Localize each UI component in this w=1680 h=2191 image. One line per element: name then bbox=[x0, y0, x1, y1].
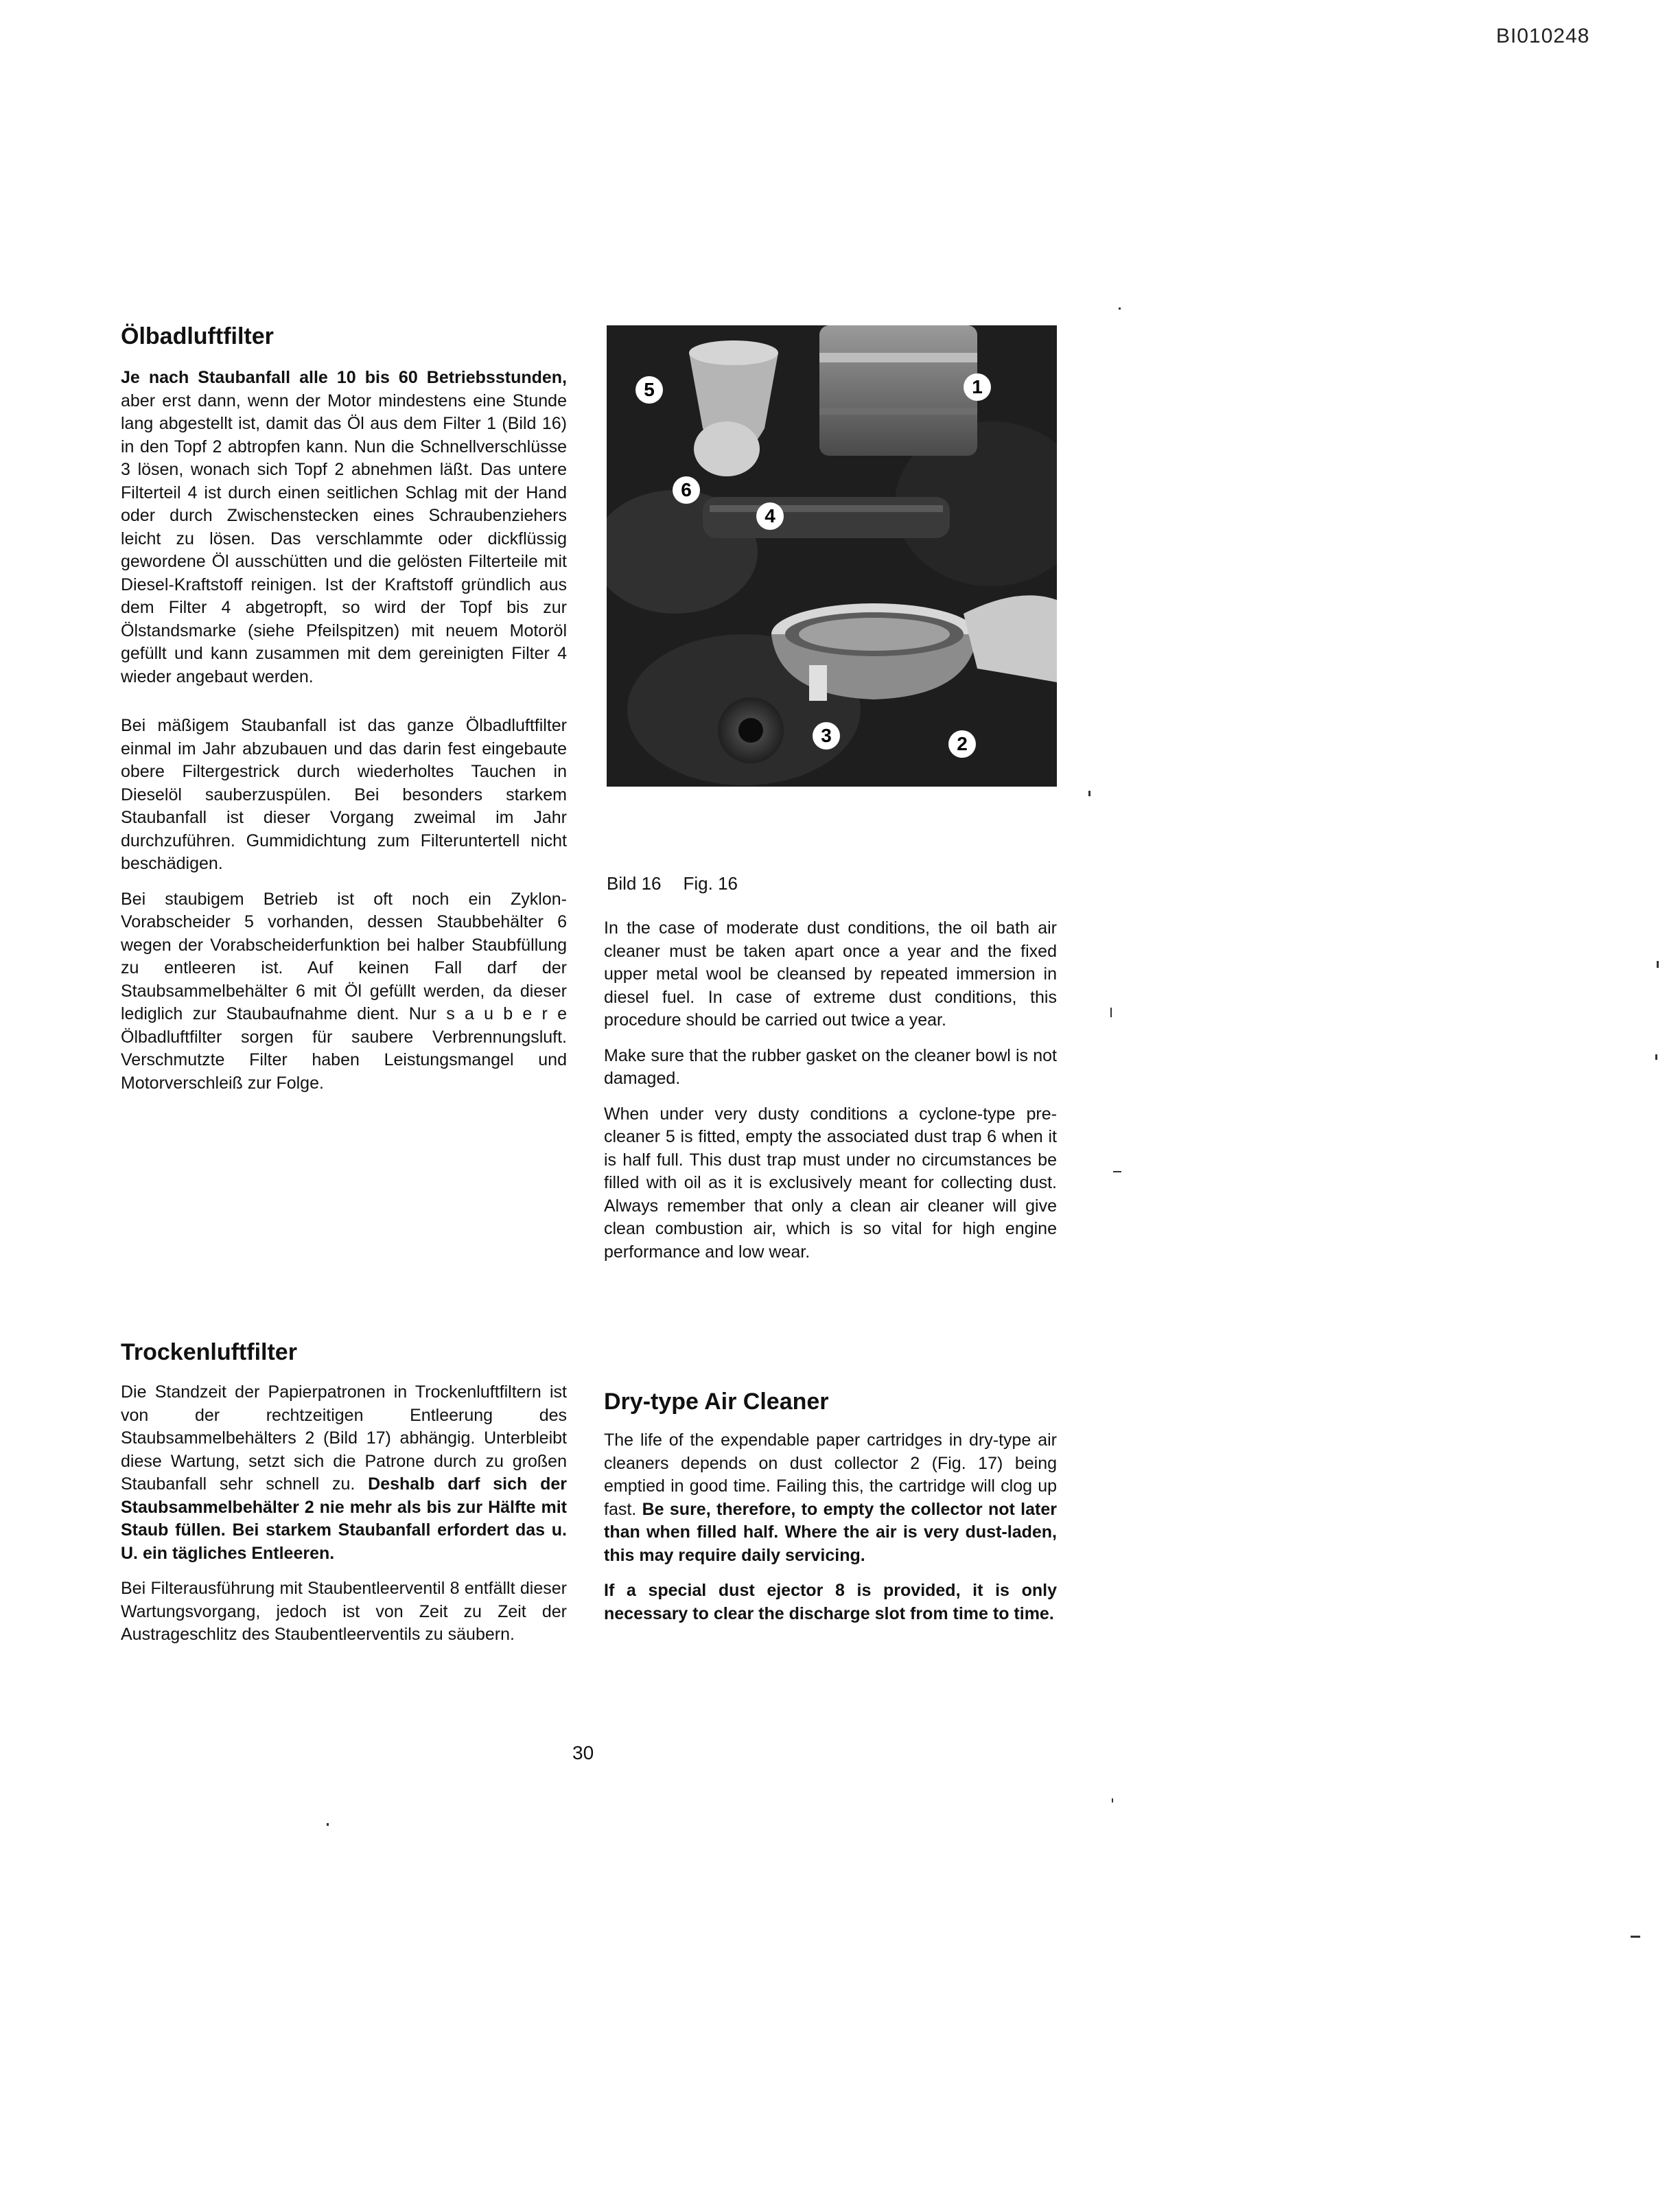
paragraph-dry-en-1 bbox=[604, 1429, 1057, 1567]
paragraph-dry-de-1 bbox=[121, 1381, 567, 1565]
paragraph-bold-note: Be sure, therefore, to empty the collector not later than when filled half. Where the air is very dust-laden, this may require daily servicing. bbox=[604, 1499, 1057, 1565]
paragraph-oilbath-en-2: Make sure that the rubber gasket on the cleaner bowl is not damaged. bbox=[604, 1045, 1057, 1088]
paragraph-dry-en-2: If a special dust ejector 8 is provided, it is only necessary to clear the discharge slot from time to time. bbox=[604, 1581, 1057, 1623]
page-number: 30 bbox=[572, 1742, 594, 1763]
callout-4: 4 bbox=[756, 502, 784, 530]
callout-3: 3 bbox=[813, 722, 840, 750]
figure-photo-oil-bath-air-cleaner bbox=[607, 325, 1057, 787]
scan-speck bbox=[1110, 1008, 1112, 1017]
section-dry-en bbox=[604, 1388, 1057, 1625]
scan-speck bbox=[1112, 1798, 1113, 1802]
section-dry-de bbox=[121, 1338, 567, 1647]
callout-6: 6 bbox=[673, 476, 700, 504]
scan-speck bbox=[1657, 961, 1659, 968]
paragraph-oilbath-de-1 bbox=[121, 367, 567, 688]
scan-speck bbox=[1113, 1171, 1121, 1172]
paragraph-oilbath-en-1: In the case of moderate dust conditions, the oil bath air cleaner must be taken apart once a year and the fixed upper metal wool be cleansed by repeated immersion in diesel fuel. In case of extreme dust conditions, this procedure should be carried out twice a year. bbox=[604, 918, 1057, 1030]
paragraph-lead-bold: Je nach Staubanfall alle 10 bis 60 Betriebsstunden, bbox=[121, 368, 567, 387]
scan-speck bbox=[327, 1823, 329, 1826]
document-id: BI010248 bbox=[1496, 25, 1590, 47]
scan-speck bbox=[1631, 1936, 1640, 1938]
section-oilbath-en bbox=[604, 917, 1057, 1264]
heading-dry-type-air-cleaner: Dry-type Air Cleaner bbox=[604, 1389, 829, 1415]
paragraph-oilbath-de-2: Bei mäßigem Staubanfall ist das ganze Ölbadluftfilter einmal im Jahr abzubauen und das darin fest eingebaute obere Filtergestrick durch wiederholtes Tauchen in Dieselöl sauberzuspülen. Bei besonders starkem Staubanfall ist dieser Vorgang zweimal im Jahr durchzuführen. Gummidichtung zum Filteruntertell nicht beschädigen. bbox=[121, 716, 567, 873]
heading-trockenluftfilter: Trockenluftfilter bbox=[121, 1339, 297, 1365]
scan-speck bbox=[1088, 791, 1090, 796]
caption-german: Bild 16 bbox=[607, 873, 662, 894]
scan-speck bbox=[1655, 1054, 1657, 1060]
photo-illustration bbox=[607, 325, 1057, 787]
paragraph-body: Die Standzeit der Papierpatronen in Trockenluftfiltern ist von der rechtzeitigen Entleerung des Staubsammelbehälters 2 (Bild 17) abhängig. Unterbleibt diese Wartung, setzt sich die Patrone durch zu großen Staubanfall sehr schnell zu. bbox=[121, 1382, 567, 1494]
scan-speck bbox=[1119, 308, 1121, 310]
figure-caption bbox=[607, 873, 760, 894]
callout-5: 5 bbox=[635, 376, 663, 404]
callout-1: 1 bbox=[964, 373, 991, 401]
caption-english: Fig. 16 bbox=[683, 873, 738, 894]
paragraph-body: The life of the expendable paper cartridges in dry-type air cleaners depends on dust collector 2 (Fig. 17) being emptied in good time. Failing this, the cartridge will clog up fast. bbox=[604, 1430, 1057, 1519]
paragraph-bold-note: Deshalb darf sich der Staubsammelbehälter 2 nie mehr als bis zur Hälfte mit Staub füllen. Bei starkem Staubanfall erfordert das u. U. ein tägliches Entleeren. bbox=[121, 1474, 568, 1563]
paragraph-body: aber erst dann, wenn der Motor mindestens eine Stunde lang abgestellt ist, damit das Öl aus dem Filter 1 (Bild 16) in den Topf 2 abtropfen kann. Nun die Schnellverschlüsse 3 lösen, wonach sich Topf 2 abnehmen läßt. Das untere Filterteil 4 ist durch einen seitlichen Schlag mit der Hand oder durch Zwischenstecken eines Schraubenziehers leicht zu lösen. Das verschlammte oder dickflüssig gewordene Öl ausschütten und die gelösten Filterteile mit Diesel-Kraftstoff reinigen. Ist der Kraftstoff gründlich aus dem Filter 4 abgetropft, so wird der Topf bis zur Ölstandsmarke (siehe Pfeilspitzen) mit neuem Motoröl gefüllt und kann zusammen mit dem gereinigten Filter 4 wieder angebaut werden. bbox=[121, 391, 567, 686]
paragraph-oilbath-de-3: Bei staubigem Betrieb ist oft noch ein Zyklon-Vorabscheider 5 vorhanden, dessen Staubbehälter 6 wegen der Vorabscheiderfunktion bei halber Staubfüllung zu entleeren ist. Auf keinen Fall darf der Staubsammelbehälter 6 mit Öl gefüllt werden, da dieser lediglich zur Staubaufnahme dient. Nur s a u b e r e Ölbadluftfilter sorgen für saubere Verbrennungsluft. Verschmutzte Filter haben Leistungsmangel und Motorverschleiß zur Folge. bbox=[121, 889, 567, 1093]
section-oilbath-de bbox=[121, 323, 567, 1095]
paragraph-dry-de-2: Bei Filterausführung mit Staubentleerventil 8 entfällt dieser Wartungsvorgang, jedoch ist von Zeit zu Zeit der Austrageschlitz des Staubentleerventils zu säubern. bbox=[121, 1579, 567, 1644]
paragraph-oilbath-en-3: When under very dusty conditions a cyclone-type pre-cleaner 5 is fitted, empty the associated dust trap 6 when it is half full. This dust trap must under no circumstances be filled with oil as it is exclusively meant for collecting dust. Always remember that only a clean air cleaner will give clean combustion air, which is so vital for high engine performance and low wear. bbox=[604, 1104, 1057, 1262]
callout-2: 2 bbox=[948, 730, 976, 758]
heading-oelbadluftfilter: Ölbadluftfilter bbox=[121, 323, 274, 349]
